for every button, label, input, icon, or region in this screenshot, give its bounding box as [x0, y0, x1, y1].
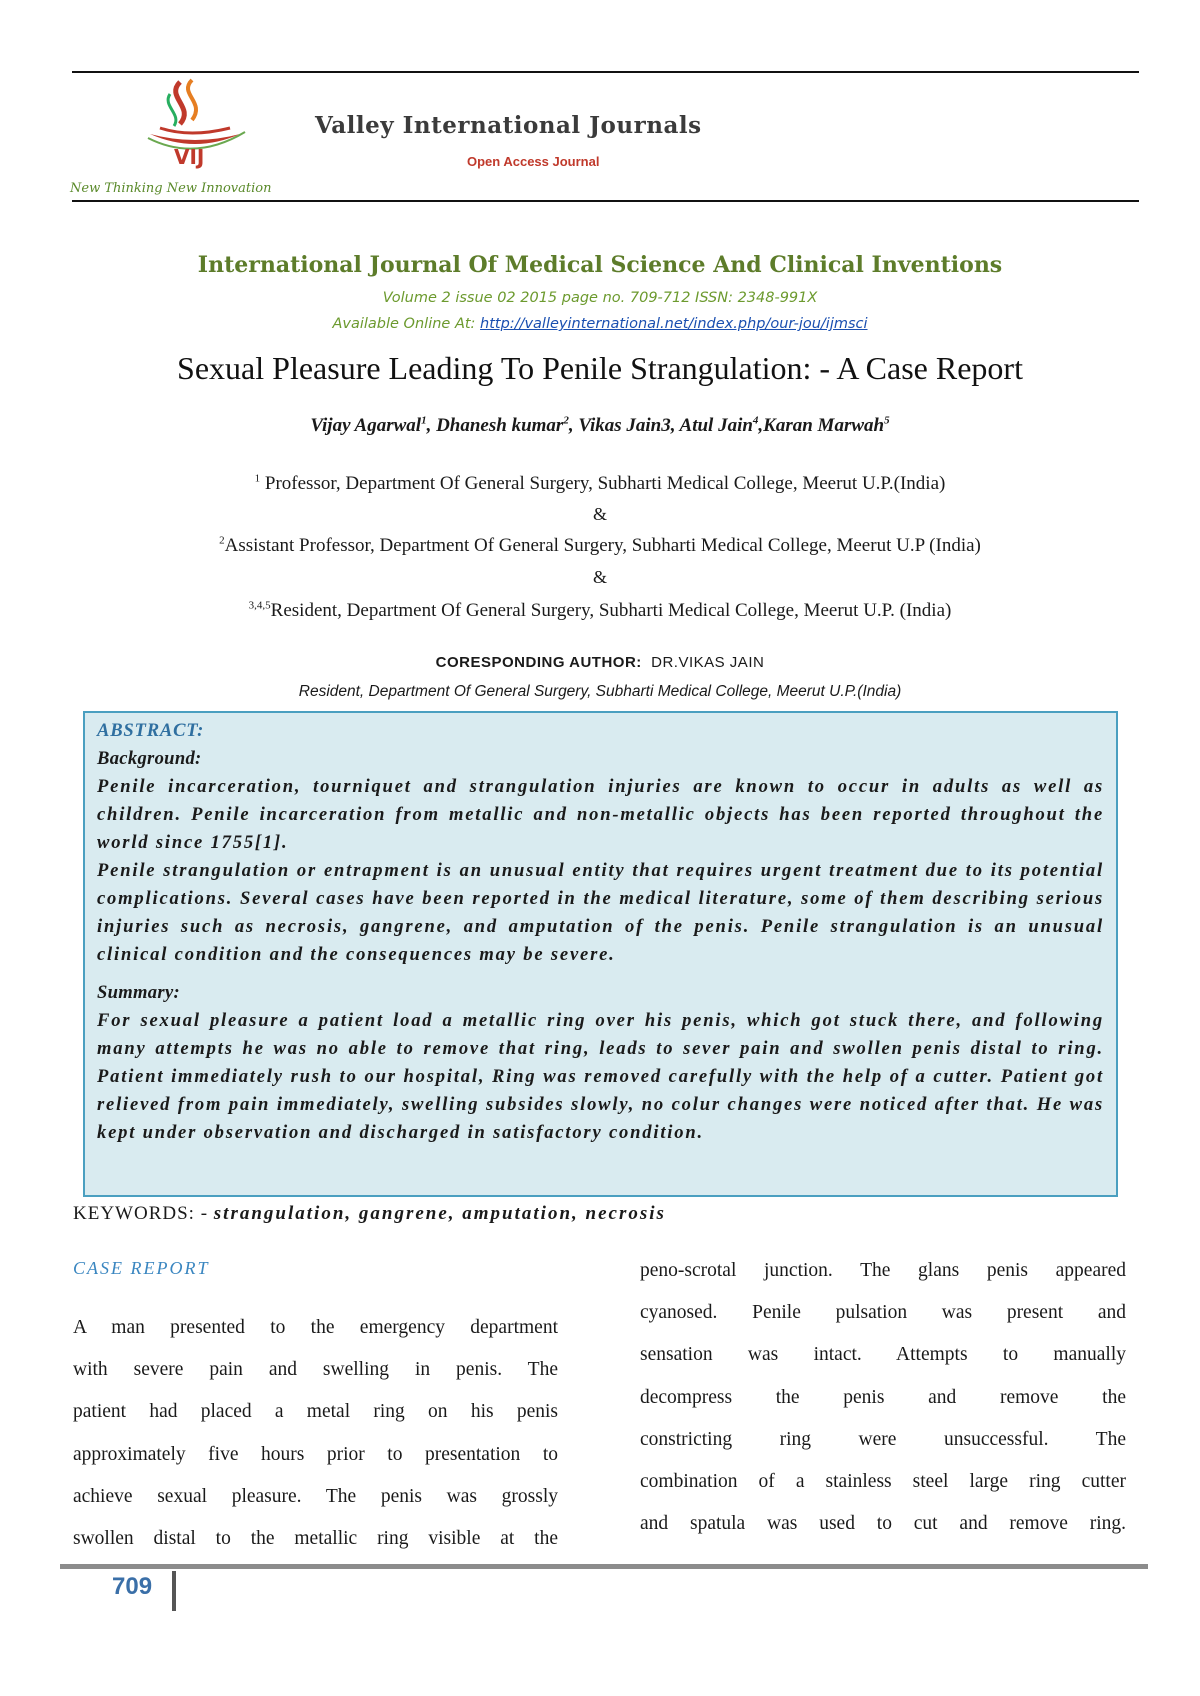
vij-logo: [140, 72, 340, 192]
author-name: Vijay Agarwal: [310, 415, 422, 436]
text-line: decompress the penis and remove the: [640, 1386, 1126, 1408]
text-line: peno-scrotal junction. The glans penis appeared: [640, 1260, 1126, 1281]
journal-url-link[interactable]: http://valleyinternational.net/index.php/our-jou/ijmsci: [480, 316, 868, 332]
svg-text:VIJ: VIJ: [174, 145, 205, 169]
volume-line: Volume 2 issue 02 2015 page no. 709-712 ISSN: 2348-991X: [382, 290, 818, 306]
summary-heading: Summary:: [97, 982, 180, 1003]
author-name: ,Karan Marwah: [758, 415, 885, 436]
text-line: sensation was intact. Attempts to manually: [640, 1344, 1126, 1366]
background-heading: Background:: [97, 748, 202, 769]
affiliation-text: Assistant Professor, Department Of General Surgery, Subharti Medical College, Meerut U.P (India): [224, 535, 981, 556]
abstract-heading: ABSTRACT:: [97, 720, 205, 741]
corresponding-affiliation: Resident, Department Of General Surgery, Subharti Medical College, Meerut U.P.(India): [298, 683, 902, 700]
page-number-divider: [172, 1571, 176, 1611]
author-list: [0, 415, 1200, 437]
abstract-paragraph: Penile strangulation or entrapment is an unusual entity that requires urgent treatment due to its potential complications. Several cases have been reported in the medical literature, some of them describing serious injuries such as necrosis, gangrene, and amputation of the penis. Penile strangulation is an unusual clinical condition and the consequences may be severe.: [97, 860, 1104, 965]
text-line: and spatula was used to cut and remove ring.: [640, 1513, 1126, 1535]
ampersand: &: [592, 504, 607, 524]
footer-rule: [60, 1564, 1148, 1569]
page-number: 709: [112, 1573, 153, 1600]
author-sup: 1: [421, 414, 427, 427]
open-access-label: Open Access Journal: [467, 154, 600, 169]
author-sup: 5: [884, 414, 890, 427]
corresponding-author: [0, 654, 1200, 671]
body-column-right: [640, 1250, 1126, 1545]
available-online: [0, 316, 1200, 332]
affiliation-1: [0, 473, 1200, 495]
journal-title: International Journal Of Medical Science And Clinical Inventions: [197, 252, 1003, 278]
vij-logo-icon: [140, 72, 340, 192]
text-line: combination of a stainless steel large ring cutter: [640, 1471, 1126, 1493]
abstract-paragraph: Penile incarceration, tourniquet and strangulation injuries are known to occur in adults as well as children. Penile incarceration from metallic and non-metallic objects has been reported throughout the world since 1755[1].: [97, 776, 1104, 853]
ampersand: &: [592, 567, 607, 587]
publisher-name: Valley International Journals: [315, 112, 702, 139]
text-line: patient had placed a metal ring on his penis: [73, 1401, 558, 1423]
abstract-box: [83, 711, 1118, 1197]
keywords-line: [73, 1203, 666, 1225]
corresponding-label: CORESPONDING AUTHOR:: [435, 654, 642, 671]
text-line: approximately five hours prior to presentation to: [73, 1443, 558, 1465]
keywords-label: KEYWORDS: -: [73, 1203, 214, 1224]
affiliation-text: Professor, Department Of General Surgery, Subharti Medical College, Meerut U.P.(India): [260, 473, 946, 494]
author-sup: 4: [752, 414, 759, 427]
affiliation-sup: 2: [219, 534, 225, 547]
affiliation-3: [0, 600, 1200, 622]
author-sup: 2: [563, 414, 569, 427]
publisher-tagline: New Thinking New Innovation: [70, 181, 272, 196]
author-name: , Dhanesh kumar: [426, 415, 564, 436]
affiliation-2: [0, 535, 1200, 557]
available-label: Available Online At:: [332, 316, 481, 332]
text-line: cyanosed. Penile pulsation was present and: [640, 1302, 1126, 1324]
author-name: , Vikas Jain3, Atul Jain: [568, 415, 753, 436]
affiliation-sup: 3,4,5: [248, 599, 271, 612]
section-heading: CASE REPORT: [73, 1258, 210, 1278]
text-line: constricting ring were unsuccessful. The: [640, 1428, 1126, 1450]
corresponding-name: DR.VIKAS JAIN: [651, 654, 765, 671]
text-line: swollen distal to the metallic ring visible at the: [73, 1528, 558, 1550]
abstract-paragraph: For sexual pleasure a patient load a metallic ring over his penis, which got stuck there, and following many attempts he was no able to remove that ring, leads to sever pain and swollen penis distal to ring. Patient immediately rush to our hospital, Ring was removed carefully with the help of a cutter. Patient got relieved from pain immediately, swelling subsides slowly, no colur changes were noticed after that. He was kept under observation and discharged in satisfactory condition.: [97, 1010, 1104, 1143]
body-column-left: [73, 1307, 558, 1560]
text-line: with severe pain and swelling in penis. The: [73, 1359, 558, 1381]
article-title: Sexual Pleasure Leading To Penile Strangulation: - A Case Report: [177, 350, 1023, 386]
header-bottom-rule: [72, 200, 1139, 202]
keywords-values: strangulation, gangrene, amputation, necrosis: [213, 1203, 666, 1224]
affiliation-sup: 1: [254, 472, 261, 485]
text-line: achieve sexual pleasure. The penis was grossly: [73, 1485, 558, 1507]
text-line: A man presented to the emergency department: [73, 1317, 558, 1338]
affiliation-text: Resident, Department Of General Surgery, Subharti Medical College, Meerut U.P. (India): [270, 600, 952, 621]
